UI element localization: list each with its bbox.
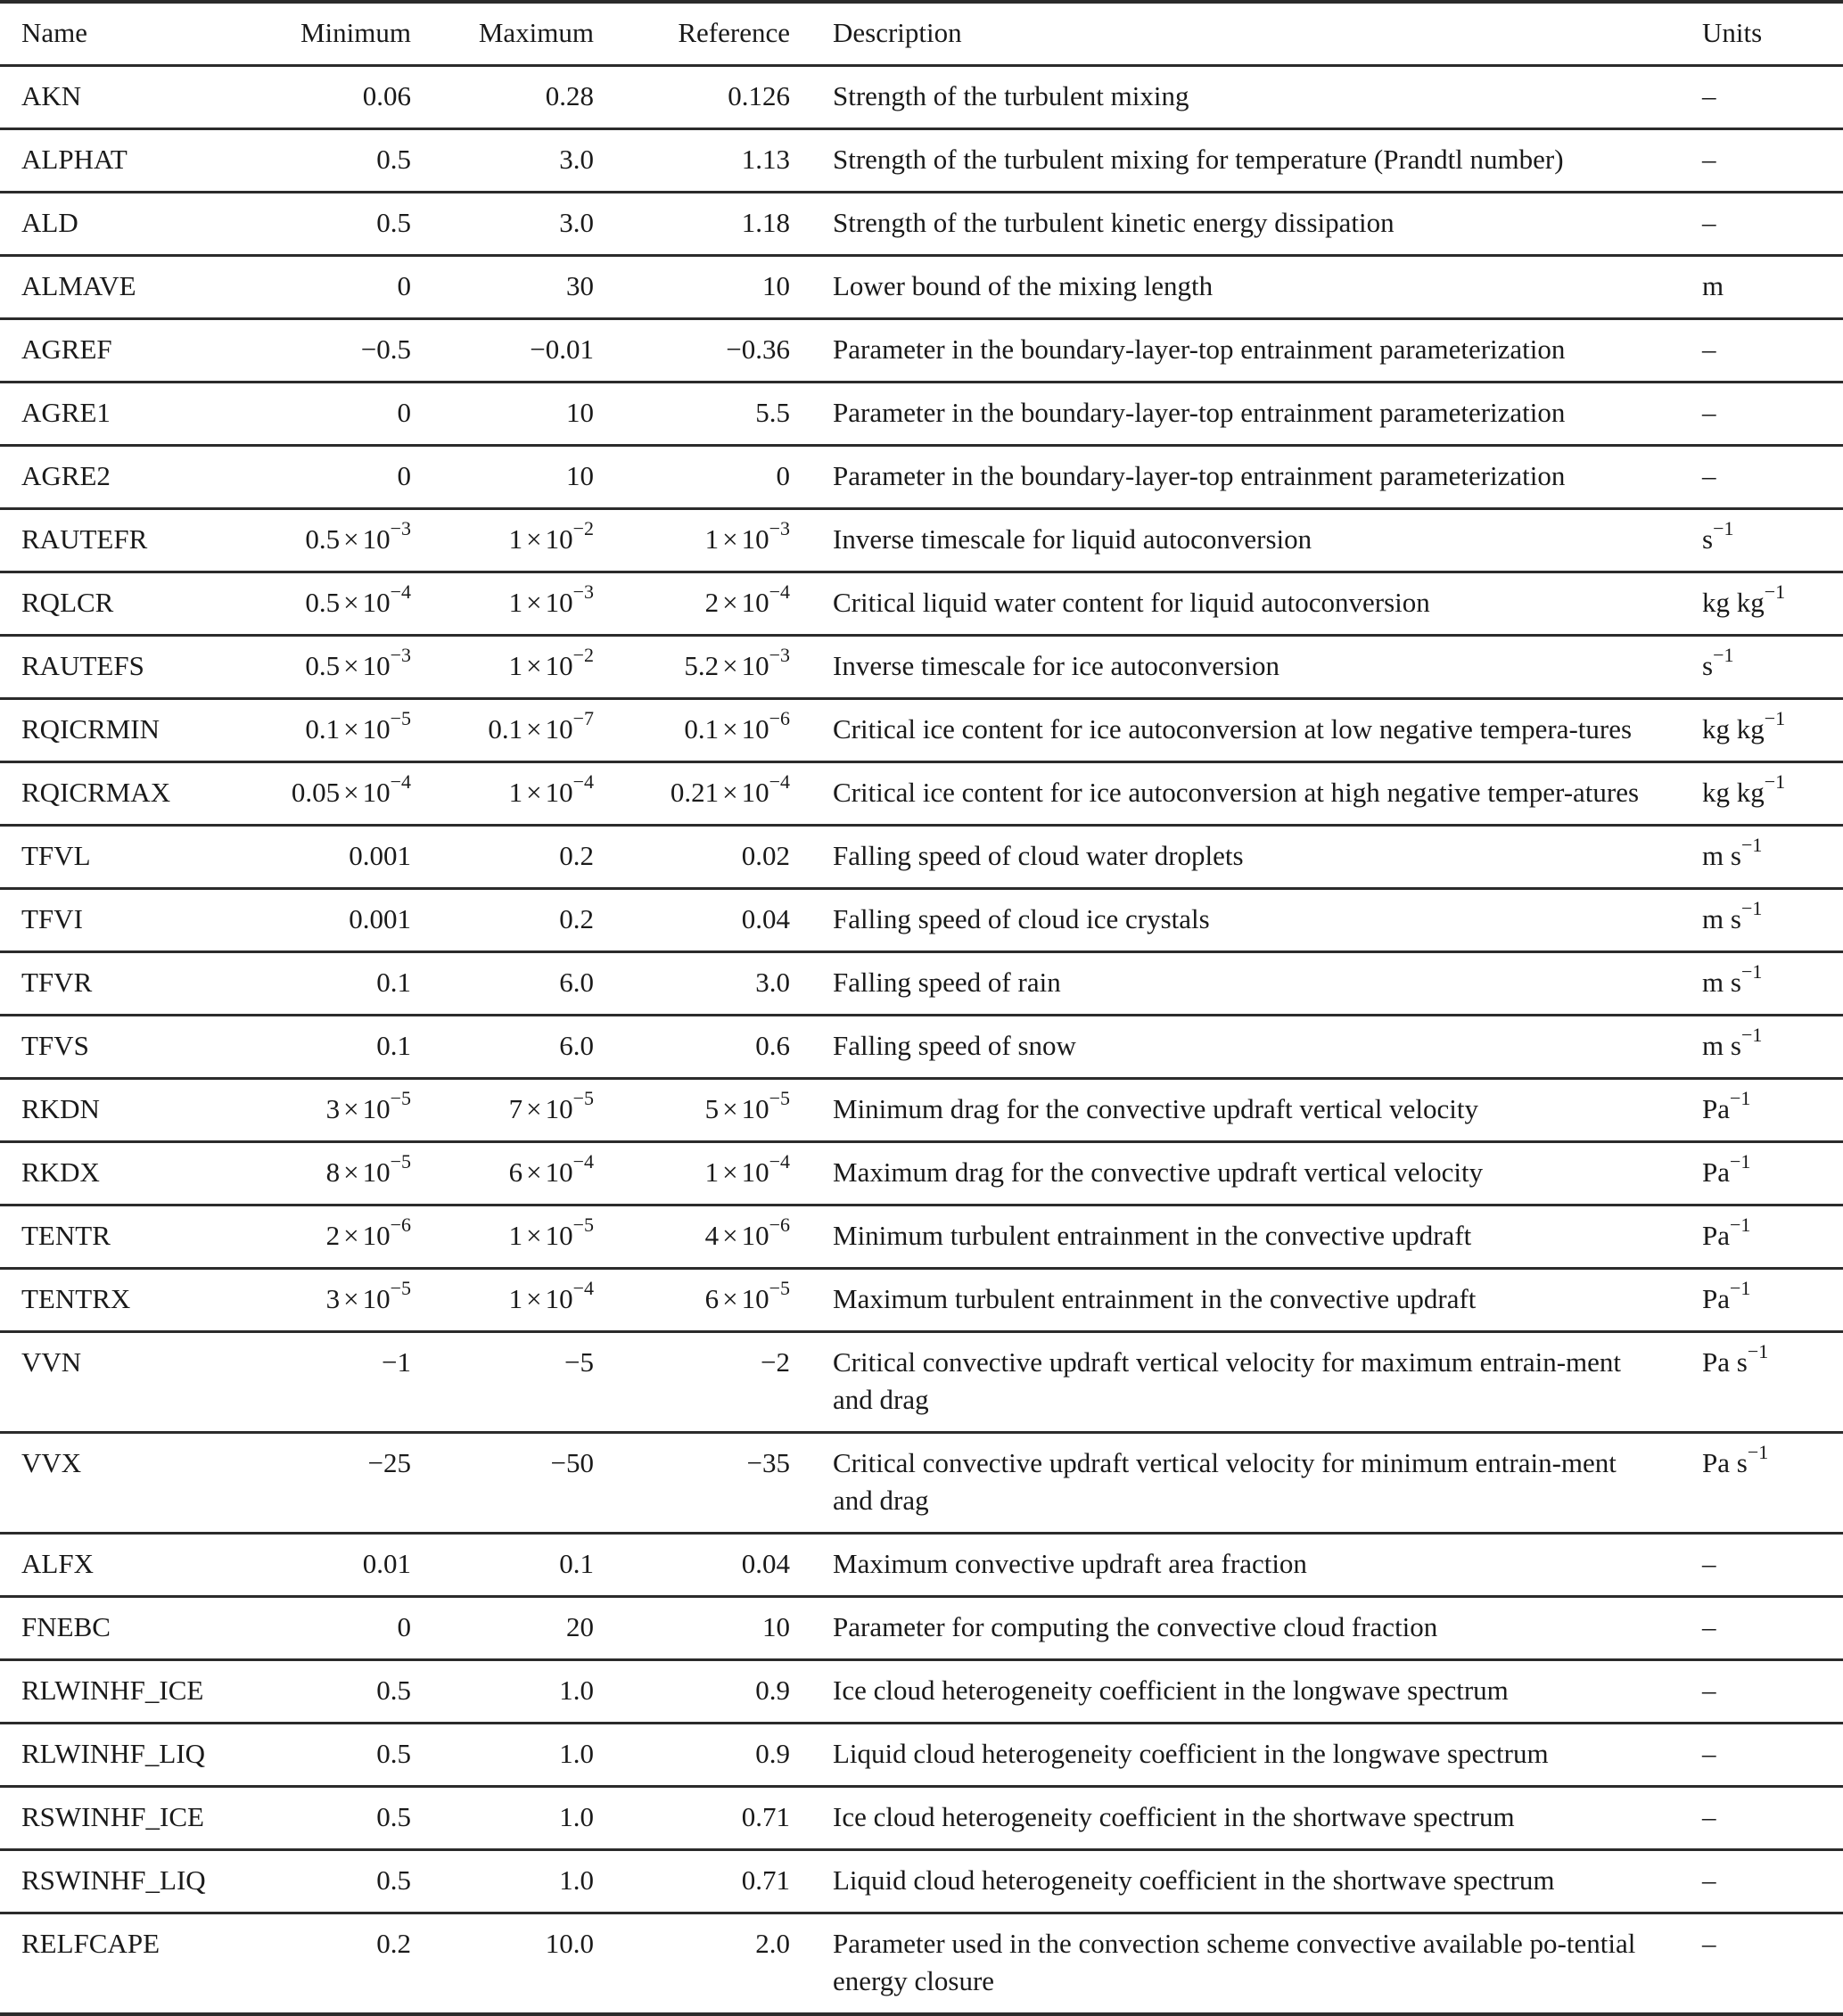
param-units: m $s^{-1}$	[1702, 959, 1763, 998]
param-units: –	[1702, 1738, 1716, 1769]
param-units: –	[1702, 1864, 1716, 1896]
param-reference: $5.2 \times 10^{-3}$	[684, 643, 790, 681]
param-maximum: 1.0	[559, 1675, 594, 1706]
param-description: Maximum convective updraft area fraction	[833, 1548, 1307, 1579]
param-units: –	[1702, 1928, 1716, 1959]
param-minimum: −1	[382, 1346, 411, 1378]
table-row	[0, 1597, 1843, 1660]
param-name: ALD	[21, 207, 78, 238]
param-minimum: 0.5	[376, 1864, 411, 1896]
table-row	[0, 1016, 1843, 1079]
param-maximum: 10	[566, 397, 594, 428]
param-description: Ice cloud heterogeneity coefficient in the shortwave spectrum	[833, 1801, 1515, 1832]
table-row	[0, 762, 1843, 826]
param-minimum: −25	[367, 1447, 411, 1478]
param-units: $Pa^{-1}$	[1702, 1149, 1751, 1188]
header-description: Description	[833, 17, 962, 48]
param-units: Pa $s^{-1}$	[1702, 1440, 1769, 1478]
param-units: –	[1702, 333, 1716, 365]
header-name: Name	[21, 17, 88, 48]
table-row	[0, 319, 1843, 383]
param-description: Falling speed of cloud ice crystals	[833, 903, 1210, 934]
param-minimum: 0	[397, 270, 411, 301]
param-name: RQICRMIN	[21, 713, 160, 745]
param-description: Maximum drag for the convective updraft vertical velocity	[833, 1156, 1484, 1188]
param-minimum: 0.5	[376, 1675, 411, 1706]
param-minimum: 0.1	[376, 1030, 411, 1061]
param-name: TENTR	[21, 1220, 111, 1251]
param-maximum: 3.0	[559, 144, 594, 175]
param-reference: $4 \times 10^{-6}$	[704, 1213, 790, 1251]
param-reference: −2	[761, 1346, 790, 1378]
param-reference: $6 \times 10^{-5}$	[704, 1276, 790, 1314]
param-description: Falling speed of rain	[833, 967, 1061, 998]
param-units: $Pa^{-1}$	[1702, 1276, 1751, 1314]
param-description: Maximum turbulent entrainment in the convective updraft	[833, 1283, 1477, 1314]
param-name: RAUTEFS	[21, 650, 144, 681]
param-units: m $s^{-1}$	[1702, 833, 1763, 871]
param-minimum: $3 \times 10^{-5}$	[325, 1276, 411, 1314]
param-maximum: −5	[564, 1346, 594, 1378]
param-maximum: $1 \times 10^{-4}$	[508, 1276, 594, 1314]
param-name: TENTRX	[21, 1283, 131, 1314]
param-minimum: 0.5	[376, 1738, 411, 1769]
param-maximum: $1 \times 10^{-2}$	[508, 516, 594, 555]
param-maximum: 0.2	[559, 903, 594, 934]
param-maximum: $1 \times 10^{-3}$	[508, 580, 594, 618]
table-row	[0, 129, 1843, 193]
param-name: AKN	[21, 80, 82, 111]
param-description: Strength of the turbulent mixing for temperature (Prandtl number)	[833, 144, 1564, 175]
param-maximum: 1.0	[559, 1801, 594, 1832]
param-description: Ice cloud heterogeneity coefficient in the longwave spectrum	[833, 1675, 1509, 1706]
param-reference: 0.9	[755, 1738, 790, 1769]
param-maximum: 10.0	[545, 1928, 594, 1959]
param-reference: 0.71	[741, 1801, 790, 1832]
param-minimum: $0.05 \times 10^{-4}$	[291, 769, 411, 808]
param-maximum: $0.1 \times 10^{-7}$	[488, 706, 594, 745]
param-reference: 2.0	[755, 1928, 790, 1959]
table-row	[0, 1534, 1843, 1597]
param-minimum: $0.1 \times 10^{-5}$	[305, 706, 411, 745]
param-units: –	[1702, 207, 1716, 238]
param-units: m $s^{-1}$	[1702, 1023, 1763, 1061]
param-minimum: $0.5 \times 10^{-4}$	[305, 580, 411, 618]
param-description: Critical convective updraft vertical velocity for minimum entrain-ment and drag	[833, 1447, 1617, 1516]
param-description: Parameter in the boundary-layer-top entrainment parameterization	[833, 333, 1566, 365]
header-minimum: Minimum	[300, 17, 411, 48]
param-reference: $5 \times 10^{-5}$	[704, 1086, 790, 1124]
param-description: Minimum drag for the convective updraft vertical velocity	[833, 1093, 1478, 1124]
table-row	[0, 889, 1843, 952]
header-units: Units	[1702, 17, 1763, 48]
param-description: Strength of the turbulent kinetic energy dissipation	[833, 207, 1395, 238]
param-description: Parameter for computing the convective cloud fraction	[833, 1611, 1438, 1642]
param-maximum: 0.1	[559, 1548, 594, 1579]
param-name: RSWINHF_LIQ	[21, 1864, 206, 1896]
param-reference: $0.1 \times 10^{-6}$	[684, 706, 790, 745]
param-reference: 10	[762, 1611, 790, 1642]
param-name: RKDX	[21, 1156, 100, 1188]
param-reference: 0.71	[741, 1864, 790, 1896]
param-name: RLWINHF_ICE	[21, 1675, 204, 1706]
param-maximum: 6.0	[559, 967, 594, 998]
param-reference: 5.5	[755, 397, 790, 428]
param-units: Pa $s^{-1}$	[1702, 1339, 1769, 1378]
param-description: Liquid cloud heterogeneity coefficient in the longwave spectrum	[833, 1738, 1549, 1769]
param-units: $s^{-1}$	[1702, 516, 1734, 555]
param-reference: 1.13	[741, 144, 790, 175]
param-minimum: 0	[397, 1611, 411, 1642]
param-name: TFVS	[21, 1030, 89, 1061]
param-minimum: 0	[397, 460, 411, 491]
header-reference: Reference	[678, 17, 790, 48]
param-minimum: 0.1	[376, 967, 411, 998]
param-maximum: 1.0	[559, 1738, 594, 1769]
param-minimum: −0.5	[360, 333, 411, 365]
table-row	[0, 1850, 1843, 1913]
param-units: $Pa^{-1}$	[1702, 1213, 1751, 1251]
param-description: Falling speed of snow	[833, 1030, 1076, 1061]
param-name: RAUTEFR	[21, 523, 148, 555]
param-units: –	[1702, 80, 1716, 111]
param-description: Parameter used in the convection scheme convective available po-tential energy closure	[833, 1928, 1636, 1996]
param-reference: 0.04	[741, 1548, 790, 1579]
table-row	[0, 636, 1843, 699]
param-description: Inverse timescale for ice autoconversion	[833, 650, 1279, 681]
param-units: m	[1702, 270, 1724, 301]
param-reference: 3.0	[755, 967, 790, 998]
table-row	[0, 256, 1843, 319]
param-units: –	[1702, 1675, 1716, 1706]
param-minimum: 0.5	[376, 144, 411, 175]
param-description: Falling speed of cloud water droplets	[833, 840, 1244, 871]
param-minimum: 0.06	[362, 80, 411, 111]
param-minimum: 0.2	[376, 1928, 411, 1959]
param-maximum: −50	[550, 1447, 594, 1478]
param-units: m $s^{-1}$	[1702, 896, 1763, 934]
param-reference: $1 \times 10^{-3}$	[704, 516, 790, 555]
param-reference: $1 \times 10^{-4}$	[704, 1149, 790, 1188]
param-units: kg $kg^{-1}$	[1702, 706, 1786, 745]
header-row	[0, 2, 1843, 66]
header-maximum: Maximum	[478, 17, 594, 48]
param-minimum: 0.001	[349, 903, 411, 934]
table-row	[0, 1724, 1843, 1787]
table-row	[0, 446, 1843, 509]
param-description: Critical convective updraft vertical velocity for maximum entrain-ment and drag	[833, 1346, 1622, 1415]
param-description: Inverse timescale for liquid autoconversion	[833, 523, 1312, 555]
param-description: Liquid cloud heterogeneity coefficient in the shortwave spectrum	[833, 1864, 1555, 1896]
param-reference: 10	[762, 270, 790, 301]
param-reference: 0	[776, 460, 790, 491]
table-row	[0, 699, 1843, 762]
param-reference: 1.18	[741, 207, 790, 238]
table-row	[0, 1142, 1843, 1205]
table-row	[0, 66, 1843, 129]
param-reference: 0.9	[755, 1675, 790, 1706]
param-name: TFVL	[21, 840, 91, 871]
param-units: kg $kg^{-1}$	[1702, 580, 1786, 618]
param-reference: −0.36	[726, 333, 790, 365]
param-units: kg $kg^{-1}$	[1702, 769, 1786, 808]
param-name: AGRE1	[21, 397, 111, 428]
param-name: VVN	[21, 1346, 82, 1378]
table-row	[0, 1079, 1843, 1142]
param-minimum: 0	[397, 397, 411, 428]
param-name: RLWINHF_LIQ	[21, 1738, 206, 1769]
param-maximum: $1 \times 10^{-5}$	[508, 1213, 594, 1251]
param-units: –	[1702, 1548, 1716, 1579]
param-maximum: $7 \times 10^{-5}$	[508, 1086, 594, 1124]
param-minimum: 0.001	[349, 840, 411, 871]
param-name: ALFX	[21, 1548, 94, 1579]
param-description: Critical liquid water content for liquid autoconversion	[833, 587, 1430, 618]
param-description: Critical ice content for ice autoconversion at low negative tempera-tures	[833, 713, 1633, 745]
param-maximum: 6.0	[559, 1030, 594, 1061]
param-name: AGRE2	[21, 460, 111, 491]
table-row	[0, 1913, 1843, 2015]
param-minimum: 0.01	[362, 1548, 411, 1579]
param-name: RELFCAPE	[21, 1928, 160, 1959]
param-maximum: −0.01	[530, 333, 594, 365]
param-name: AGREF	[21, 333, 112, 365]
param-name: TFVI	[21, 903, 83, 934]
param-maximum: 10	[566, 460, 594, 491]
param-description: Strength of the turbulent mixing	[833, 80, 1189, 111]
param-name: VVX	[21, 1447, 82, 1478]
table-body	[0, 66, 1843, 2015]
param-description: Parameter in the boundary-layer-top entrainment parameterization	[833, 460, 1566, 491]
param-reference: −35	[746, 1447, 790, 1478]
table-row	[0, 193, 1843, 256]
table-header	[0, 2, 1843, 66]
param-name: RQLCR	[21, 587, 114, 618]
param-units: $Pa^{-1}$	[1702, 1086, 1751, 1124]
table-row	[0, 509, 1843, 572]
param-description: Critical ice content for ice autoconversion at high negative temper-atures	[833, 777, 1640, 808]
param-minimum: $2 \times 10^{-6}$	[325, 1213, 411, 1251]
param-maximum: 30	[566, 270, 594, 301]
param-units: –	[1702, 460, 1716, 491]
table-row	[0, 952, 1843, 1016]
param-minimum: 0.5	[376, 1801, 411, 1832]
param-reference: 0.02	[741, 840, 790, 871]
param-reference: $0.21 \times 10^{-4}$	[670, 769, 790, 808]
table-row	[0, 1433, 1843, 1534]
table-row	[0, 1205, 1843, 1269]
param-description: Minimum turbulent entrainment in the convective updraft	[833, 1220, 1472, 1251]
table-row	[0, 572, 1843, 636]
param-name: FNEBC	[21, 1611, 111, 1642]
param-minimum: $8 \times 10^{-5}$	[325, 1149, 411, 1188]
param-maximum: 0.28	[545, 80, 594, 111]
table-row	[0, 1660, 1843, 1724]
param-name: TFVR	[21, 967, 93, 998]
param-reference: 0.04	[741, 903, 790, 934]
param-reference: $2 \times 10^{-4}$	[704, 580, 790, 618]
param-units: –	[1702, 1611, 1716, 1642]
param-minimum: $3 \times 10^{-5}$	[325, 1086, 411, 1124]
param-units: $s^{-1}$	[1702, 643, 1734, 681]
param-description: Parameter in the boundary-layer-top entrainment parameterization	[833, 397, 1566, 428]
param-maximum: 1.0	[559, 1864, 594, 1896]
param-maximum: 3.0	[559, 207, 594, 238]
table-row	[0, 1269, 1843, 1332]
param-maximum: $1 \times 10^{-4}$	[508, 769, 594, 808]
table-row	[0, 826, 1843, 889]
param-minimum: $0.5 \times 10^{-3}$	[305, 516, 411, 555]
param-description: Lower bound of the mixing length	[833, 270, 1214, 301]
param-units: –	[1702, 397, 1716, 428]
param-name: RSWINHF_ICE	[21, 1801, 204, 1832]
param-maximum: $6 \times 10^{-4}$	[508, 1149, 594, 1188]
param-reference: 0.6	[755, 1030, 790, 1061]
param-minimum: $0.5 \times 10^{-3}$	[305, 643, 411, 681]
param-units: –	[1702, 144, 1716, 175]
table-row	[0, 383, 1843, 446]
param-name: RKDN	[21, 1093, 100, 1124]
param-name: RQICRMAX	[21, 777, 171, 808]
param-minimum: 0.5	[376, 207, 411, 238]
param-name: ALPHAT	[21, 144, 128, 175]
table-row	[0, 1332, 1843, 1433]
param-name: ALMAVE	[21, 270, 136, 301]
param-reference: 0.126	[728, 80, 790, 111]
param-maximum: 0.2	[559, 840, 594, 871]
param-maximum: $1 \times 10^{-2}$	[508, 643, 594, 681]
param-maximum: 20	[566, 1611, 594, 1642]
param-units: –	[1702, 1801, 1716, 1832]
table-row	[0, 1787, 1843, 1850]
